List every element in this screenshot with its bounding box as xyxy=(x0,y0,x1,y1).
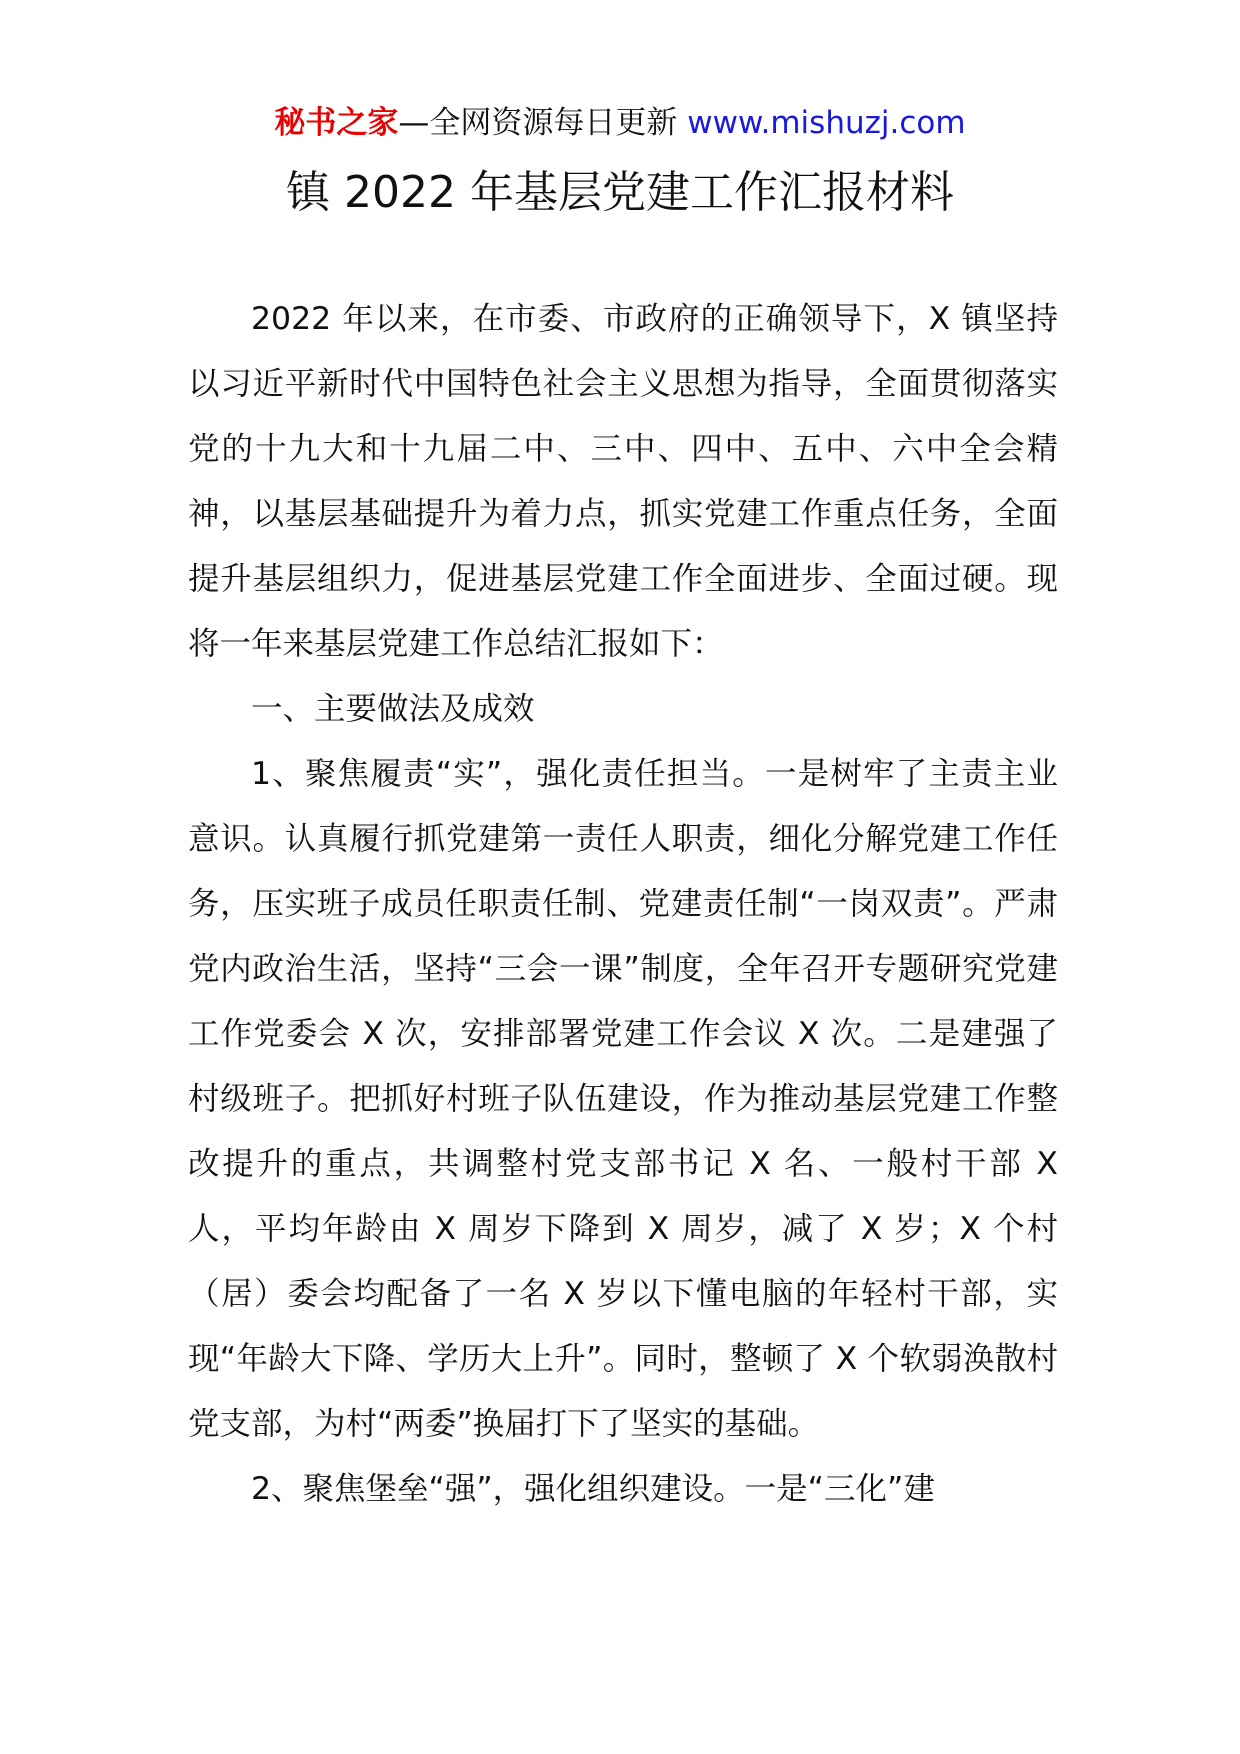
document-body xyxy=(188,287,1058,1522)
brand-name: 秘书之家 xyxy=(274,105,399,141)
document-title: 镇 2022 年基层党建工作汇报材料 xyxy=(286,167,954,218)
site-url-link[interactable]: www.mishuzj.com xyxy=(687,105,966,141)
header-tagline: —全网资源每日更新 xyxy=(398,105,688,141)
site-header xyxy=(0,100,1240,146)
section-heading: 一、主要做法及成效 xyxy=(251,691,535,727)
body-paragraph: 2、聚焦堡垒“强”，强化组织建设。一是“三化”建 xyxy=(251,1471,935,1507)
intro-paragraph: 2022 年以来，在市委、市政府的正确领导下，X 镇坚持以习近平新时代中国特色社会主义思想为指导，全面贯彻落实党的十九大和十九届二中、三中、四中、五中、六中全会精神，以基层基础提升为着力点，抓实党建工作重点任务，全面提升基层组织力，促进基层党建工作全面进步、全面过硬。现将一年来基层党建工作总结汇报如下： xyxy=(188,301,1058,662)
body-paragraph: 1、聚焦履责“实”，强化责任担当。一是树牢了主责主业意识。认真履行抓党建第一责任人职责，细化分解党建工作任务，压实班子成员任职责任制、党建责任制“一岗双责”。严肃党内政治生活，坚持“三会一课”制度，全年召开专题研究党建工作党委会 X 次，安排部署党建工作会议 X 次。二是建强了村级班子。把抓好村班子队伍建设，作为推动基层党建工作整改提升的重点，共调整村党支部书记 X 名、一般村干部 X 人，平均年龄由 X 周岁下降到 X 周岁，减了 X 岁；X 个村（居）委会均配备了一名 X 岁以下懂电脑的年轻村干部，实现“年龄大下降、学历大上升”。同时，整顿了 X 个软弱涣散村党支部，为村“两委”换届打下了坚实的基础。 xyxy=(188,756,1058,1442)
